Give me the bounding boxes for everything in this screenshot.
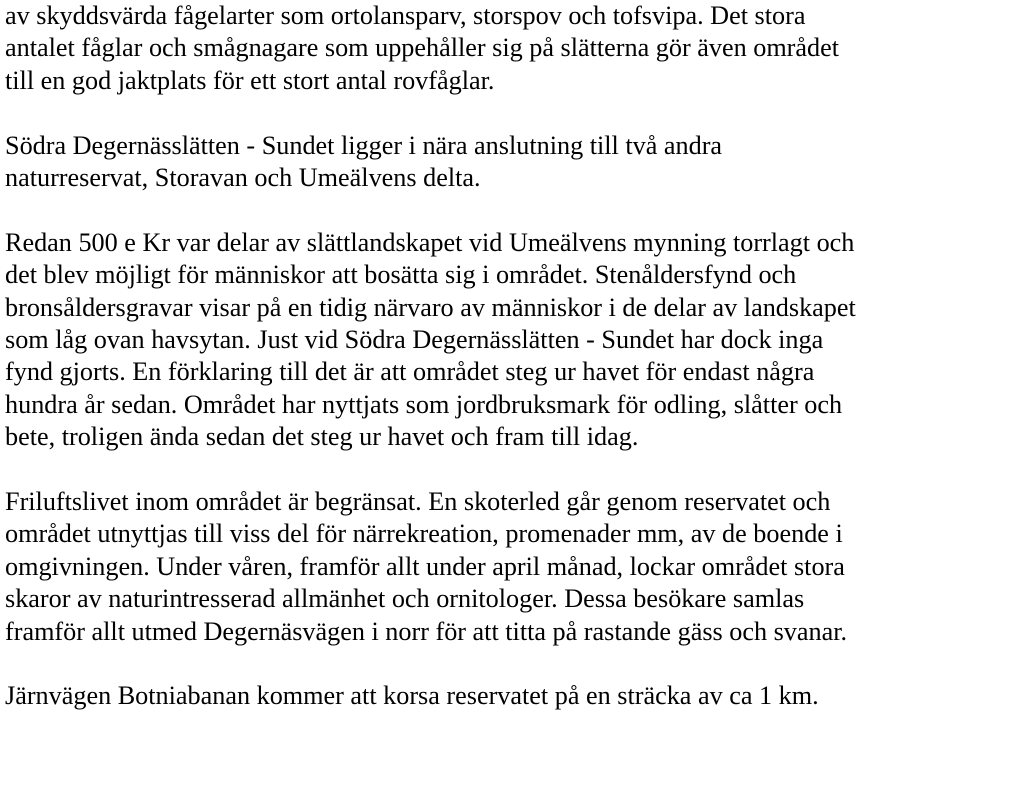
text-line: av skyddsvärda fågelarter som ortolansparv, storspov och tofsvipa. Det stora [5,1,806,30]
text-line: som låg ovan havsytan. Just vid Södra Degernässlätten - Sundet har dock inga [5,325,824,355]
text-line: Friluftslivet inom området är begränsat. En skoterled går genom reservatet och [5,487,831,517]
document-page [5,0,1024,713]
text-line: bete, troligen ända sedan det steg ur havet och fram till idag. [5,422,639,452]
text-line: Södra Degernässlätten - Sundet ligger i nära anslutning till två andra [5,130,723,160]
paragraph-spacer [5,454,1024,486]
paragraph-bird-species [5,0,1024,97]
paragraph-railway [5,680,1024,712]
text-line: till en god jaktplats för ett stort antal rovfåglar. [5,65,495,95]
text-line: hundra år sedan. Området har nyttjats som jordbruksmark för odling, slåtter och [5,389,843,419]
text-line: fynd gjorts. En förklaring till det är att området steg ur havet för endast några [5,357,815,387]
text-line: antalet fåglar och smågnagare som uppehåller sig på slätterna gör även området [5,33,840,63]
text-line: bronsåldersgravar visar på en tidig närvaro av människor i de delar av landskapet [5,292,856,322]
text-line: skaror av naturintresserad allmänhet och ornitologer. Dessa besökare samlas [5,584,805,614]
paragraph-outdoor-life [5,486,1024,648]
text-line: naturreservat, Storavan och Umeälvens delta. [5,163,481,193]
text-line: omgivningen. Under våren, framför allt under april månad, lockar området stora [5,551,845,581]
paragraph-history [5,227,1024,454]
paragraph-nearby-reserves [5,130,1024,195]
text-line: Redan 500 e Kr var delar av slättlandskapet vid Umeälvens mynning torrlagt och [5,227,855,257]
text-line: området utnyttjas till viss del för närrekreation, promenader mm, av de boende i [5,519,843,549]
text-line: Järnvägen Botniabanan kommer att korsa reservatet på en sträcka av ca 1 km. [5,681,819,711]
text-line: det blev möjligt för människor att bosätta sig i området. Stenåldersfynd och [5,260,797,290]
paragraph-spacer [5,194,1024,226]
paragraph-spacer [5,97,1024,129]
paragraph-spacer [5,648,1024,680]
text-line: framför allt utmed Degernäsvägen i norr för att titta på rastande gäss och svanar. [5,616,848,646]
